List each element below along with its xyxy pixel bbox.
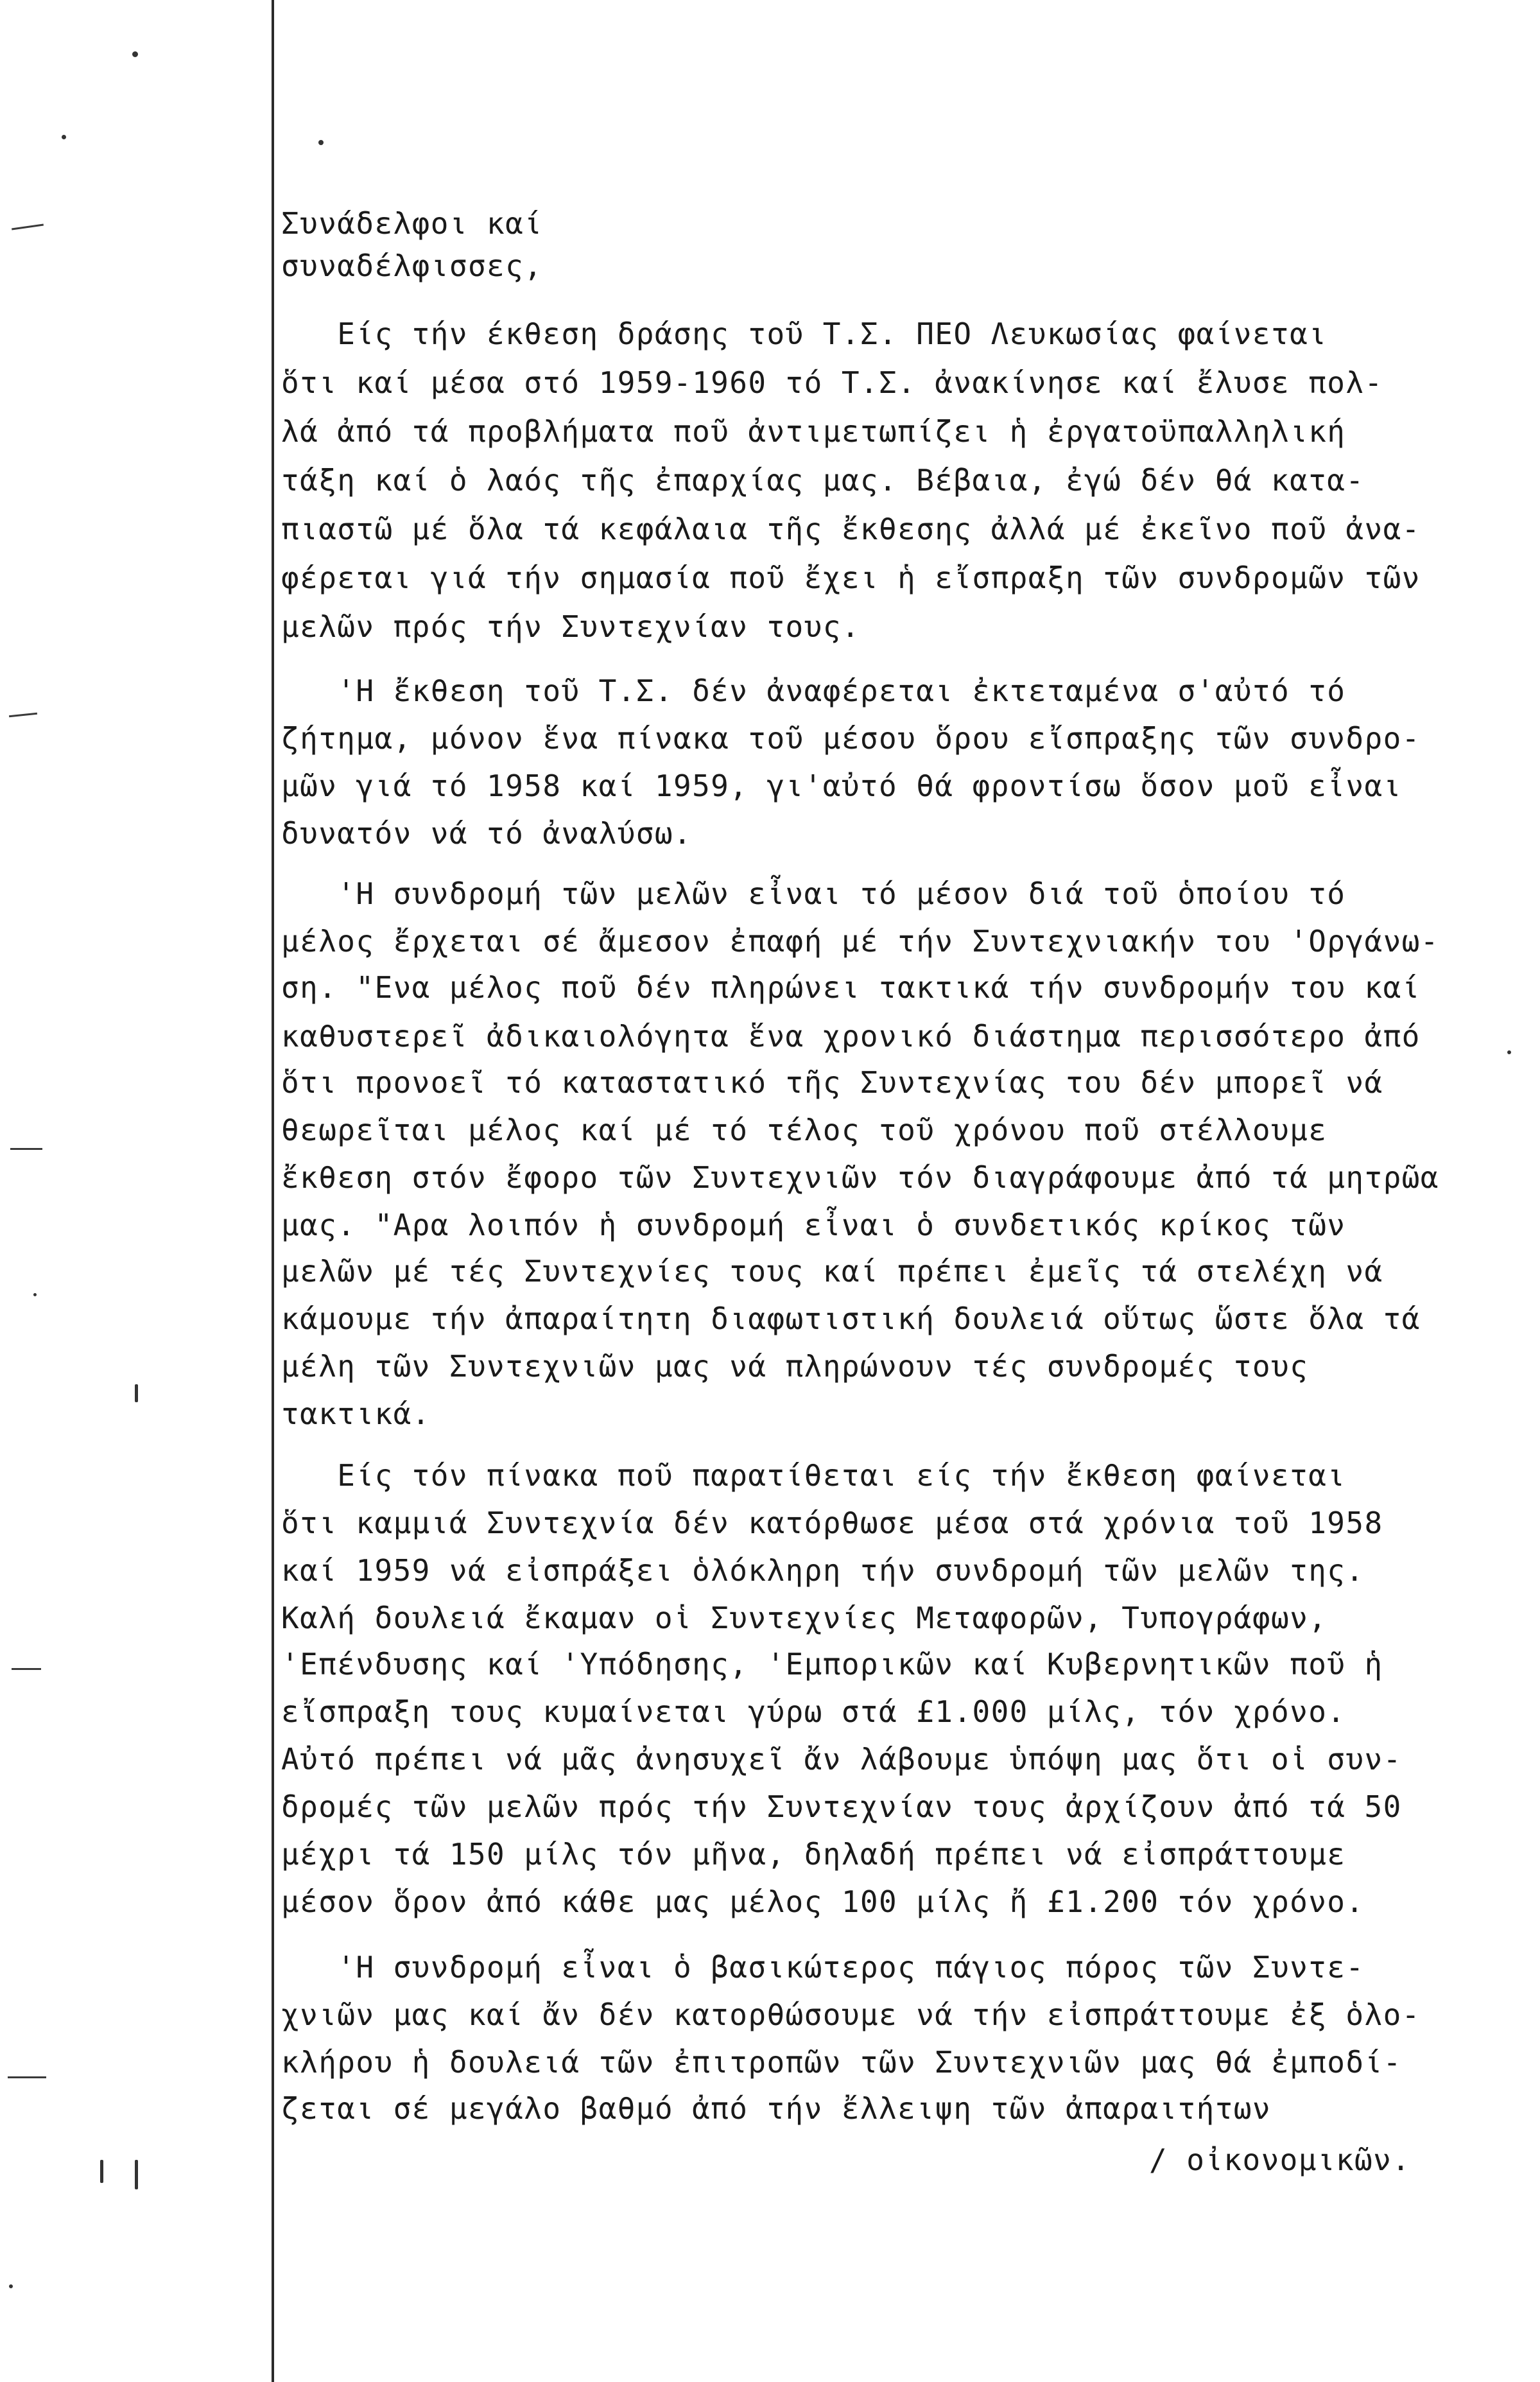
paragraph-line: Καλή δουλειά ἔκαμαν οἱ Συντεχνίες Μεταφορῶν, Τυπογράφων, [281, 1601, 1328, 1635]
paragraph-line: ὅτι καί μέσα στό 1959-1960 τό Τ.Σ. ἀνακίνησε καί ἔλυσε πολ- [281, 365, 1383, 400]
paper-speck [33, 1293, 37, 1296]
paragraph-line: θεωρεῖται μέλος καί μέ τό τέλος τοῦ χρόνου ποῦ στέλλουμε [281, 1113, 1328, 1147]
margin-tick-mark [12, 224, 44, 230]
margin-tick-mark [8, 2076, 46, 2078]
margin-tick-mark [10, 1148, 42, 1150]
paragraph-line: ζεται σέ μεγάλο βαθμό ἀπό τήν ἔλλειψη τῶν ἀπαραιτήτων [281, 2091, 1271, 2126]
paper-speck [132, 51, 138, 57]
paragraph-line: ὅτι καμμιά Συντεχνία δέν κατόρθωσε μέσα στά χρόνια τοῦ 1958 [281, 1506, 1383, 1540]
paragraph-line: λά ἀπό τά προβλήματα ποῦ ἀντιμετωπίζει ἡ ἐργατοϋπαλληλική [281, 414, 1346, 449]
paper-speck [318, 140, 324, 145]
paragraph-line: μελῶν μέ τές Συντεχνίες τους καί πρέπει ἐμεῖς τά στελέχη νά [281, 1254, 1383, 1289]
paragraph-line: καί 1959 νά εἰσπράξει ὁλόκληρη τήν συνδρομή τῶν μελῶν της. [281, 1553, 1365, 1588]
paragraph-line: πιαστῶ μέ ὅλα τά κεφάλαια τῆς ἔκθεσης ἀλλά μέ ἐκεῖνο ποῦ ἀνα- [281, 512, 1421, 546]
paragraph-line: καθυστερεῖ ἀδικαιολόγητα ἕνα χρονικό διάστημα περισσότερο ἀπό [281, 1019, 1421, 1054]
salutation-line: συναδέλφισσες, [281, 248, 543, 283]
paragraph-line: μας. "Αρα λοιπόν ἡ συνδρομή εἶναι ὁ συνδετικός κρίκος τῶν [281, 1208, 1346, 1242]
left-margin-rule [272, 0, 274, 2382]
paragraph-line: ζήτημα, μόνον ἕνα πίνακα τοῦ μέσου ὅρου εἴσπραξης τῶν συνδρο- [281, 721, 1421, 756]
paragraph-line: φέρεται γιά τήν σημασία ποῦ ἔχει ἡ εἴσπραξη τῶν συνδρομῶν τῶν [281, 561, 1421, 595]
paragraph-line: χνιῶν μας καί ἄν δέν κατορθώσουμε νά τήν εἰσπράττουμε ἐξ ὁλο- [281, 1997, 1421, 2032]
paper-speck [9, 2284, 13, 2288]
paper-speck [135, 1384, 138, 1402]
paragraph-line: κλήρου ἡ δουλειά τῶν ἐπιτροπῶν τῶν Συντεχνιῶν μας θά ἐμποδί- [281, 2045, 1402, 2080]
paragraph-line: 'Επένδυσης καί 'Υπόδησης, 'Εμπορικῶν καί Κυβερνητικῶν ποῦ ἡ [281, 1647, 1383, 1682]
paragraph-line: Αὐτό πρέπει νά μᾶς ἀνησυχεῖ ἄν λάβουμε ὑπόψη μας ὅτι οἱ συν- [281, 1742, 1402, 1777]
paper-speck [1507, 1050, 1511, 1054]
paragraph-line: μῶν γιά τό 1958 καί 1959, γι'αὐτό θά φροντίσω ὅσον μοῦ εἶναι [281, 769, 1402, 803]
paragraph-line: μελῶν πρός τήν Συντεχνίαν τους. [281, 609, 860, 644]
salutation-line: Συνάδελφοι καί [281, 206, 543, 241]
paragraph-line: ση. "Ενα μέλος ποῦ δέν πληρώνει τακτικά τήν συνδρομήν του καί [281, 970, 1421, 1005]
paragraph-line: ἔκθεση στόν ἔφορο τῶν Συντεχνιῶν τόν διαγράφουμε ἀπό τά μητρῶα [281, 1160, 1439, 1195]
paragraph-line: τακτικά. [281, 1396, 431, 1431]
paper-speck [100, 2160, 103, 2183]
paragraph-line: δρομές τῶν μελῶν πρός τήν Συντεχνίαν τους ἀρχίζουν ἀπό τά 50 [281, 1789, 1402, 1824]
paragraph-line: μέσον ὅρον ἀπό κάθε μας μέλος 100 μίλς ἤ £1.200 τόν χρόνο. [281, 1884, 1365, 1919]
paragraph-line: ὅτι προνοεῖ τό καταστατικό τῆς Συντεχνίας του δέν μπορεῖ νά [281, 1065, 1383, 1100]
paragraph-line: 'Η συνδρομή εἶναι ὁ βασικώτερος πάγιος πόρος τῶν Συντε- [281, 1950, 1365, 1985]
paragraph-line: εἴσπραξη τους κυμαίνεται γύρω στά £1.000 μίλς, τόν χρόνο. [281, 1694, 1346, 1729]
paragraph-line: μέλος ἔρχεται σέ ἄμεσον ἐπαφή μέ τήν Συντεχνιακήν του 'Οργάνω- [281, 924, 1439, 959]
paragraph-line: κάμουμε τήν ἀπαραίτητη διαφωτιστική δουλειά οὕτως ὥστε ὅλα τά [281, 1301, 1421, 1336]
paragraph-line: Είς τήν έκθεση δράσης τοῦ Τ.Σ. ΠΕΟ Λευκωσίας φαίνεται [281, 317, 1328, 351]
continuation-note: / οἰκονομικῶν. [1149, 2143, 1411, 2177]
paragraph-line: μέλη τῶν Συντεχνιῶν μας νά πληρώνουν τές συνδρομές τους [281, 1349, 1309, 1384]
paragraph-line: 'Η συνδρομή τῶν μελῶν εἶναι τό μέσον διά τοῦ ὁποίου τό [281, 876, 1346, 911]
paper-speck [135, 2160, 138, 2189]
paragraph-line: μέχρι τά 150 μίλς τόν μῆνα, δηλαδή πρέπει νά εἰσπράττουμε [281, 1837, 1346, 1872]
paragraph-line: 'Η ἔκθεση τοῦ Τ.Σ. δέν ἀναφέρεται ἐκτεταμένα σ'αὐτό τό [281, 674, 1346, 708]
paragraph-line: Είς τόν πίνακα ποῦ παρατίθεται είς τήν ἔκθεση φαίνεται [281, 1458, 1346, 1493]
paper-speck [62, 135, 66, 139]
margin-tick-mark [12, 1668, 41, 1670]
paragraph-line: τάξη καί ὁ λαός τῆς ἐπαρχίας μας. Βέβαια, ἐγώ δέν θά κατα- [281, 463, 1365, 498]
paragraph-line: δυνατόν νά τό ἀναλύσω. [281, 816, 693, 851]
margin-tick-mark [9, 713, 37, 718]
